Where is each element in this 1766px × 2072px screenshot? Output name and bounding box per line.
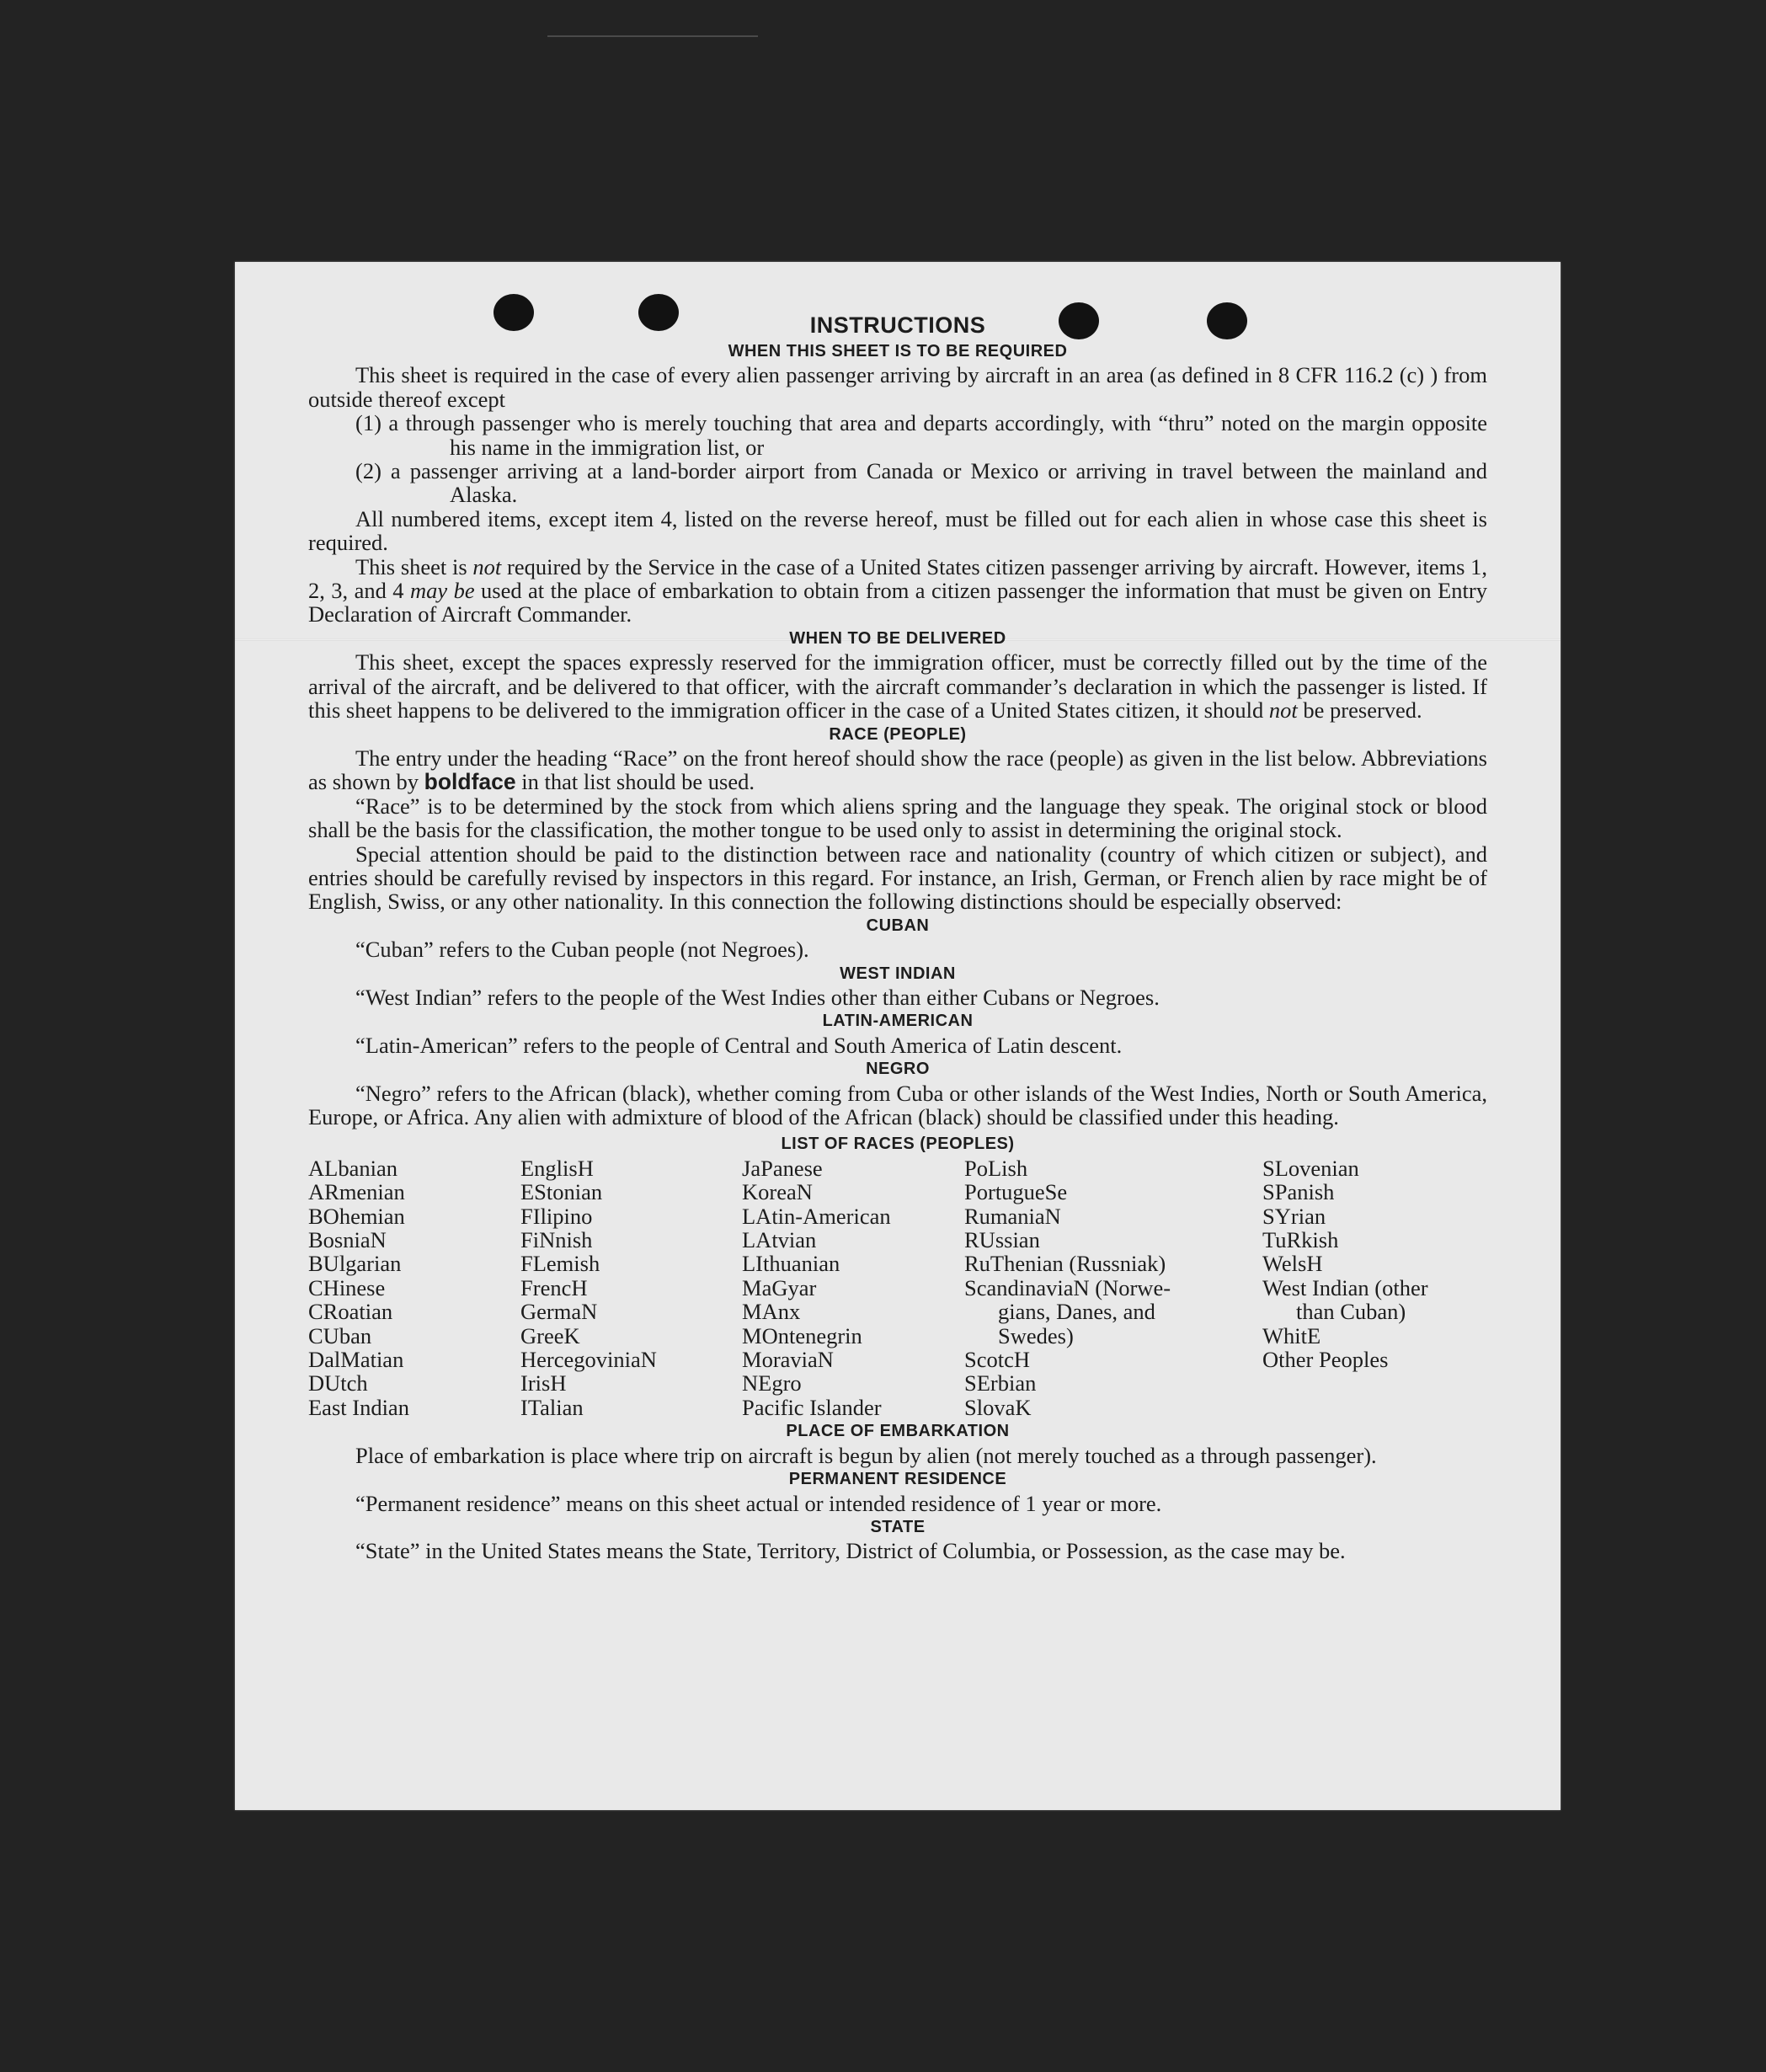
paragraph: This sheet is required in the case of every alien passenger arriving by aircraft in an area (as defined in 8 CFR 116.2 (c) ) from outside thereof except: [308, 362, 1487, 412]
race-entry: NEgro: [742, 1370, 802, 1396]
list-item: (1) a through passenger who is merely touching that area and departs accordingly, with “thru” noted on the margin opposite his name in the immigration list, or: [355, 410, 1487, 460]
paragraph: Place of embarkation is place where trip on aircraft is begun by alien (not merely touched as a through passenger).: [355, 1442, 1377, 1468]
race-entry: HercegoviniaN: [520, 1347, 657, 1373]
race-entry: SPanish: [1262, 1179, 1335, 1205]
instruction-sheet: [235, 262, 1561, 1810]
list-item: (2) a passenger arriving at a land-border airport from Canada or Mexico or arriving in travel between the mainland and Alaska.: [355, 458, 1487, 508]
paragraph: All numbered items, except item 4, listed on the reverse hereof, must be filled out for each alien in whose case this sheet is required.: [308, 505, 1487, 556]
race-entry: CRoatian: [308, 1299, 393, 1325]
race-entry: PortugueSe: [964, 1179, 1068, 1205]
race-entry: WelsH: [1262, 1251, 1323, 1277]
race-entry: BUlgarian: [308, 1251, 402, 1277]
heading-negro: NEGRO: [866, 1060, 930, 1079]
heading-state: STATE: [870, 1517, 926, 1536]
race-entry: WhitE: [1262, 1322, 1321, 1348]
race-entry: DUtch: [308, 1370, 368, 1396]
paragraph: The entry under the heading “Race” on the front hereof should show the race (people) as given in the list below. Abbreviations as shown by boldface in that list should be used.: [308, 745, 1487, 795]
paragraph: “Cuban” refers to the Cuban people (not Negroes).: [355, 937, 809, 963]
race-entry: LAtvian: [742, 1227, 817, 1253]
race-entry: RUssian: [964, 1227, 1040, 1253]
heading-latin-american: LATIN-AMERICAN: [822, 1012, 974, 1031]
race-column: [308, 1156, 520, 1419]
race-entry: SErbian: [964, 1370, 1037, 1396]
race-entry: SLovenian: [1262, 1155, 1359, 1181]
race-entry: MOntenegrin: [742, 1322, 862, 1348]
race-entry: DalMatian: [308, 1347, 404, 1373]
race-entry: EnglisH: [520, 1155, 594, 1181]
race-entry: MoraviaN: [742, 1347, 834, 1373]
race-entry: LIthuanian: [742, 1251, 840, 1277]
race-entry: JaPanese: [742, 1155, 823, 1181]
race-entry: SYrian: [1262, 1203, 1326, 1229]
race-entry: ITalian: [520, 1394, 584, 1420]
paragraph: “Latin-American” refers to the people of Central and South America of Latin descent.: [355, 1032, 1123, 1058]
race-entry: BOhemian: [308, 1203, 405, 1229]
paragraph: “West Indian” refers to the people of the West Indies other than either Cubans or Negroes.: [355, 984, 1160, 1010]
race-column: [964, 1156, 1262, 1419]
race-column: [742, 1156, 964, 1419]
heading-when-required: WHEN THIS SHEET IS TO BE REQUIRED: [728, 342, 1068, 360]
race-entry: CUban: [308, 1322, 372, 1348]
race-list: [308, 1156, 1487, 1419]
race-entry: MaGyar: [742, 1274, 817, 1300]
race-entry: East Indian: [308, 1394, 409, 1420]
race-entry: GermaN: [520, 1299, 598, 1325]
race-entry: GreeK: [520, 1322, 580, 1348]
race-column: [520, 1156, 742, 1419]
race-column: [1262, 1156, 1481, 1419]
race-entry: LAtin-American: [742, 1203, 891, 1229]
instructions-content: [308, 311, 1487, 1563]
heading-permanent-residence: PERMANENT RESIDENCE: [788, 1470, 1007, 1489]
race-entry: FIlipino: [520, 1203, 593, 1229]
race-entry: FrencH: [520, 1274, 588, 1300]
paragraph: Special attention should be paid to the distinction between race and nationality (country of which citizen or subject), and entries should be carefully revised by inspectors in this regard. For instance, an Irish, German, or French alien by race might be of English, Swiss, or any other nationality. In this connection the following distinctions should be especially observed:: [308, 841, 1487, 915]
race-entry: CHinese: [308, 1274, 386, 1300]
paragraph: “Permanent residence” means on this sheet actual or intended residence of 1 year or more.: [355, 1490, 1162, 1516]
race-entry: ScandinaviaN (Norwe-: [964, 1274, 1171, 1300]
race-entry: RumaniaN: [964, 1203, 1061, 1229]
heading-when-delivered: WHEN TO BE DELIVERED: [789, 628, 1006, 648]
race-entry: ARmenian: [308, 1179, 405, 1205]
heading-race: RACE (PEOPLE): [829, 724, 967, 744]
heading-place-of-embarkation: PLACE OF EMBARKATION: [786, 1422, 1010, 1441]
race-entry: than Cuban): [1296, 1299, 1406, 1325]
scan-artifact-line: [547, 35, 758, 37]
race-entry: TuRkish: [1262, 1227, 1339, 1253]
race-entry: RuThenian (Russniak): [964, 1251, 1166, 1277]
paragraph: This sheet, except the spaces expressly reserved for the immigration officer, must be correctly filled out by the time of the arrival of the aircraft, and be delivered to that officer, with the aircraft commander’s declaration in which the passenger is listed. If this sheet happens to be delivered to the immigration officer in the case of a United States citizen, it should not be preserved.: [308, 649, 1487, 724]
paragraph: “Race” is to be determined by the stock from which aliens spring and the language they speak. The original stock or blood shall be the basis for the classification, the mother tongue to be used only to assist in determining the original stock.: [308, 793, 1487, 843]
race-entry: MAnx: [742, 1299, 801, 1325]
race-entry: Pacific Islander: [742, 1394, 882, 1420]
paragraph: “State” in the United States means the State, Territory, District of Columbia, or Possession, as the case may be.: [355, 1538, 1346, 1564]
race-entry: gians, Danes, and: [998, 1299, 1155, 1325]
race-entry: ALbanian: [308, 1155, 397, 1181]
paragraph: “Negro” refers to the African (black), whether coming from Cuba or other islands of the West Indies, North or South America, Europe, or Africa. Any alien with admixture of blood of the African (black) should be classified under this heading.: [308, 1080, 1487, 1129]
race-entry: FLemish: [520, 1251, 600, 1277]
race-entry: ScotcH: [964, 1347, 1031, 1373]
paragraph: This sheet is not required by the Service in the case of a United States citizen passenger arriving by aircraft. However, items 1, 2, 3, and 4 may be used at the place of embarkation to obtain from a citizen passenger the information that must be given on Entry Declaration of Aircraft Commander.: [308, 553, 1487, 627]
heading-list-of-races: LIST OF RACES (PEOPLES): [781, 1135, 1015, 1154]
race-entry: BosniaN: [308, 1227, 387, 1253]
race-entry: SlovaK: [964, 1394, 1032, 1420]
race-entry: KoreaN: [742, 1179, 813, 1205]
page-title: INSTRUCTIONS: [809, 312, 986, 338]
heading-cuban: CUBAN: [866, 916, 930, 935]
heading-west-indian: WEST INDIAN: [840, 964, 956, 983]
race-entry: Swedes): [998, 1322, 1074, 1348]
race-entry: IrisH: [520, 1370, 567, 1396]
race-entry: EStonian: [520, 1179, 603, 1205]
race-entry: FiNnish: [520, 1227, 593, 1253]
race-entry: PoLish: [964, 1155, 1028, 1181]
race-entry: Other Peoples: [1262, 1347, 1389, 1373]
race-entry: West Indian (other: [1262, 1274, 1428, 1300]
